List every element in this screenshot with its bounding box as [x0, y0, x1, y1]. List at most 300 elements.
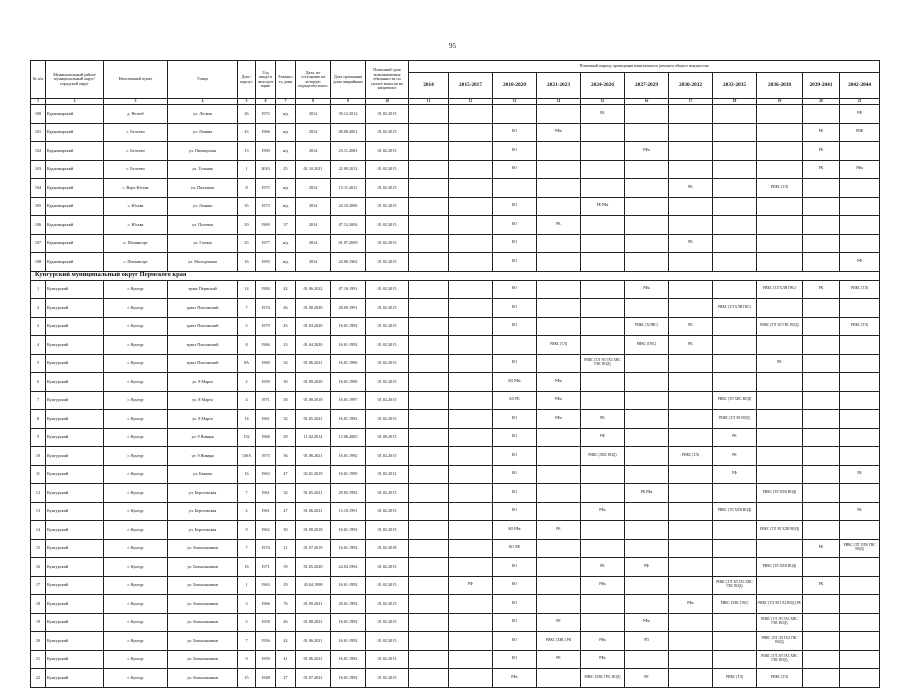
work-cell	[625, 521, 669, 540]
header-period: 2027-2029	[625, 73, 669, 99]
work-cell	[757, 576, 803, 595]
table-body	[31, 105, 880, 688]
work-cell	[669, 160, 713, 179]
header-column-number: 12	[449, 99, 493, 105]
locality-cell: с. Белоево	[104, 160, 168, 179]
row-number: 15	[31, 539, 46, 558]
house-cell: 5	[238, 613, 256, 632]
work-cell	[840, 632, 880, 651]
date-emergency-cell: 16.01.1992	[331, 447, 366, 466]
date-emergency-cell: 16.01.1992	[331, 576, 366, 595]
date-emergency-cell: 25.11.2003	[331, 142, 366, 161]
district-cell: Кунгурский	[46, 650, 104, 669]
work-cell	[840, 447, 880, 466]
work-cell	[581, 299, 625, 318]
work-cell	[625, 123, 669, 142]
work-cell	[757, 447, 803, 466]
house-cell: 16	[238, 253, 256, 272]
year-cell: 1958	[256, 613, 276, 632]
table-row	[31, 558, 880, 577]
work-cell	[840, 391, 880, 410]
work-cell	[713, 179, 757, 198]
row-number: 20	[31, 632, 46, 651]
year-cell: 1979	[256, 317, 276, 336]
date-condition-cell: 02.01.2019	[296, 465, 331, 484]
work-cell	[409, 632, 449, 651]
work-cell	[713, 650, 757, 669]
work-cell: РИКС (ТЛ ЭЛ ГАЗ ХВС ГВС ВОД)	[713, 576, 757, 595]
table-row	[31, 484, 880, 503]
row-number: 107	[31, 234, 46, 253]
year-cell: 1975	[256, 179, 276, 198]
work-cell	[840, 216, 880, 235]
floors-cell: 29	[276, 576, 296, 595]
table-row	[31, 410, 880, 429]
work-cell	[493, 179, 537, 198]
work-cell: РК	[840, 465, 880, 484]
table-row	[31, 539, 880, 558]
work-cell	[409, 521, 449, 540]
header-column-number: 3	[104, 99, 168, 105]
work-cell: РФк	[669, 595, 713, 614]
work-cell	[757, 299, 803, 318]
table-row	[31, 234, 880, 253]
work-cell	[803, 197, 840, 216]
work-cell	[757, 234, 803, 253]
locality-cell: г. Кунгур	[104, 391, 168, 410]
work-cell	[713, 197, 757, 216]
period-note-cell: 01.02.2015	[366, 558, 409, 577]
house-cell: 43	[238, 123, 256, 142]
district-cell: Кудымкарский	[46, 234, 104, 253]
work-cell	[840, 197, 880, 216]
work-cell: РП	[625, 632, 669, 651]
district-cell: Кунгурский	[46, 632, 104, 651]
street-cell: ул. Полевая	[168, 216, 238, 235]
district-cell: Кудымкарский	[46, 253, 104, 272]
district-cell: Кунгурский	[46, 373, 104, 392]
date-condition-cell: 01.08.2020	[296, 299, 331, 318]
work-cell	[840, 650, 880, 669]
row-number: 10	[31, 447, 46, 466]
work-cell: КО РК	[493, 391, 537, 410]
work-cell	[409, 197, 449, 216]
district-cell: Кунгурский	[46, 539, 104, 558]
date-emergency-cell: 16.01.1992	[331, 410, 366, 429]
house-cell: 3	[238, 595, 256, 614]
house-cell: 9	[238, 650, 256, 669]
work-cell	[625, 447, 669, 466]
work-cell: КО	[493, 299, 537, 318]
work-cell: РК	[803, 142, 840, 161]
work-cell	[581, 373, 625, 392]
row-number: 9	[31, 428, 46, 447]
work-cell	[803, 317, 840, 336]
floors-cell: 29	[276, 428, 296, 447]
work-cell	[449, 299, 493, 318]
date-condition-cell: 01.04.2020	[296, 317, 331, 336]
table-row	[31, 521, 880, 540]
header-column-number: 6	[256, 99, 276, 105]
row-number: 6	[31, 373, 46, 392]
work-cell	[625, 105, 669, 124]
floors-cell: 21	[276, 539, 296, 558]
work-cell	[449, 234, 493, 253]
floors-cell: 39	[276, 558, 296, 577]
capital-repair-table	[30, 60, 880, 688]
work-cell: РФ	[449, 576, 493, 595]
period-note-cell: 01.02.2015	[366, 253, 409, 272]
work-cell	[581, 142, 625, 161]
district-cell: Кудымкарский	[46, 179, 104, 198]
work-cell: РИКС (ТЛ ХЛВ ВОД)	[713, 502, 757, 521]
work-cell	[581, 465, 625, 484]
street-cell: ул. Бахчальников	[168, 632, 238, 651]
work-cell: РИКС (ТЛ)	[757, 669, 803, 688]
district-cell: Кудымкарский	[46, 142, 104, 161]
locality-cell: с. Пешнигорт	[104, 253, 168, 272]
work-cell: КО	[493, 142, 537, 161]
house-cell: 8А	[238, 354, 256, 373]
work-cell	[669, 576, 713, 595]
work-cell	[493, 336, 537, 355]
row-number: 16	[31, 558, 46, 577]
header-street: Улица	[168, 61, 238, 99]
work-cell	[757, 142, 803, 161]
period-note-cell: 01.02.2015	[366, 179, 409, 198]
work-cell	[409, 428, 449, 447]
district-cell: Кудымкарский	[46, 160, 104, 179]
work-cell: РК	[669, 234, 713, 253]
header-period: 2024-2026	[581, 73, 625, 99]
period-note-cell: 01.02.2015	[366, 336, 409, 355]
locality-cell: г. Кунгур	[104, 428, 168, 447]
house-cell: 2	[238, 373, 256, 392]
work-cell: РК	[803, 160, 840, 179]
header-planned-group: Плановый период проведения капитального ремонта общего имущества	[409, 61, 880, 73]
page-number: 95	[449, 42, 456, 50]
work-cell	[581, 521, 625, 540]
street-cell: ул. Ленина	[168, 123, 238, 142]
house-cell: 7	[238, 539, 256, 558]
year-cell: 1966	[256, 428, 276, 447]
house-cell: 1	[238, 576, 256, 595]
date-condition-cell: 20.04.1998	[296, 576, 331, 595]
district-cell: Кудымкарский	[46, 123, 104, 142]
work-cell	[803, 234, 840, 253]
locality-cell: г. Кунгур	[104, 632, 168, 651]
work-cell	[840, 299, 880, 318]
period-note-cell: 01.02.2015	[366, 197, 409, 216]
work-cell	[840, 595, 880, 614]
work-cell: РИКС (ГВС)	[625, 336, 669, 355]
work-cell	[449, 502, 493, 521]
work-cell	[581, 484, 625, 503]
year-cell: 1972	[256, 105, 276, 124]
work-cell	[449, 160, 493, 179]
work-cell	[713, 317, 757, 336]
street-cell: ул. Молодежная	[168, 253, 238, 272]
table-row	[31, 280, 880, 299]
street-cell: ул. Гагина	[168, 234, 238, 253]
work-cell	[625, 595, 669, 614]
work-cell: РИКС (ТЛ)	[537, 336, 581, 355]
header-column-number: 11	[409, 99, 449, 105]
date-condition-cell: 01.06.2021	[296, 447, 331, 466]
date-condition-cell: 01.08.2018	[296, 391, 331, 410]
house-cell: 14	[238, 410, 256, 429]
work-cell: КО	[493, 410, 537, 429]
work-cell	[625, 650, 669, 669]
work-cell: РИКС (ТЛ ХЛВ ГВС ВОД)	[840, 539, 880, 558]
floors-cell: 47	[276, 465, 296, 484]
work-cell: РК	[803, 539, 840, 558]
work-cell	[409, 317, 449, 336]
work-cell: РИКС (ХЛВС)	[625, 317, 669, 336]
period-note-cell: 01.02.2015	[366, 669, 409, 688]
work-cell: РИКС (ХВС ГВС ВОД)	[581, 669, 625, 688]
work-cell	[840, 179, 880, 198]
row-number: 105	[31, 197, 46, 216]
row-number: 5	[31, 354, 46, 373]
house-cell: 156А	[238, 447, 256, 466]
work-cell	[840, 428, 880, 447]
work-cell	[409, 179, 449, 198]
house-cell: 35	[238, 197, 256, 216]
header-column-number: 21	[840, 99, 880, 105]
work-cell: РФ	[840, 253, 880, 272]
work-cell: КО	[493, 632, 537, 651]
floors-cell: 42	[276, 632, 296, 651]
work-cell	[537, 484, 581, 503]
district-cell: Кунгурский	[46, 336, 104, 355]
date-emergency-cell: 24.06.1962	[331, 253, 366, 272]
work-cell: РК	[669, 317, 713, 336]
period-note-cell: 01.02.2015	[366, 391, 409, 410]
work-cell	[669, 669, 713, 688]
work-cell	[713, 373, 757, 392]
date-condition-cell: 01.07.2021	[296, 669, 331, 688]
work-cell	[581, 123, 625, 142]
date-emergency-cell: 16.01.1990	[331, 465, 366, 484]
table-row	[31, 105, 880, 124]
street-cell: ул. Бахчальников	[168, 539, 238, 558]
work-cell	[449, 632, 493, 651]
street-cell: ул. Бахчальников	[168, 669, 238, 688]
work-cell	[625, 234, 669, 253]
work-cell: РК	[840, 502, 880, 521]
work-cell	[803, 391, 840, 410]
house-cell: 15	[238, 669, 256, 688]
period-note-cell: 01.02.2015	[366, 123, 409, 142]
work-cell	[669, 142, 713, 161]
date-emergency-cell: 15.10.1991	[331, 502, 366, 521]
table-row	[31, 123, 880, 142]
district-cell: Кудымкарский	[46, 197, 104, 216]
work-cell	[409, 299, 449, 318]
year-cell: 1974	[256, 539, 276, 558]
work-cell	[625, 179, 669, 198]
street-cell: тракт Пльтанский	[168, 354, 238, 373]
work-cell	[840, 613, 880, 632]
work-cell	[713, 105, 757, 124]
district-cell: Кунгурский	[46, 299, 104, 318]
work-cell	[409, 234, 449, 253]
house-cell: 7	[238, 632, 256, 651]
house-cell: 14	[238, 280, 256, 299]
work-cell	[449, 558, 493, 577]
work-cell	[493, 105, 537, 124]
floors-cell: 46	[276, 613, 296, 632]
header-column-number: 1	[31, 99, 46, 105]
floors-cell: н/д	[276, 142, 296, 161]
work-cell: РФк	[493, 669, 537, 688]
locality-cell: г. Кунгур	[104, 539, 168, 558]
work-cell	[449, 391, 493, 410]
period-note-cell: 01.02.2015	[366, 484, 409, 503]
street-cell: тракт Пермский	[168, 280, 238, 299]
year-cell: 1966	[256, 336, 276, 355]
work-cell	[409, 502, 449, 521]
work-cell	[449, 669, 493, 688]
work-cell	[625, 253, 669, 272]
work-cell	[713, 632, 757, 651]
street-cell: ул. Пихтовая	[168, 179, 238, 198]
work-cell	[409, 280, 449, 299]
work-cell	[537, 299, 581, 318]
street-cell: ул. Бахчальников	[168, 650, 238, 669]
work-cell	[409, 391, 449, 410]
locality-cell: г. Кунгур	[104, 280, 168, 299]
year-cell: 1969	[256, 354, 276, 373]
work-cell	[803, 502, 840, 521]
work-cell	[803, 558, 840, 577]
work-cell	[409, 613, 449, 632]
period-note-cell: 01.02.2015	[366, 280, 409, 299]
date-condition-cell: 01.05.2021	[296, 410, 331, 429]
work-cell	[669, 216, 713, 235]
table-row	[31, 613, 880, 632]
work-cell: РФк	[625, 280, 669, 299]
work-cell	[449, 123, 493, 142]
work-cell	[757, 123, 803, 142]
house-cell: 25	[238, 234, 256, 253]
locality-cell: д. Нелюб	[104, 105, 168, 124]
header-column-number: 20	[803, 99, 840, 105]
date-emergency-cell: 16.01.1990	[331, 373, 366, 392]
table-row	[31, 669, 880, 688]
locality-cell: с. Верх-Юсьва	[104, 179, 168, 198]
work-cell	[449, 280, 493, 299]
work-cell: КО	[493, 317, 537, 336]
locality-cell: г. Кунгур	[104, 317, 168, 336]
work-cell	[669, 502, 713, 521]
period-note-cell: 01.02.2018	[366, 539, 409, 558]
house-cell: 152	[238, 428, 256, 447]
date-emergency-cell: 13.06.2005	[331, 428, 366, 447]
floors-cell: 23	[276, 336, 296, 355]
work-cell	[537, 105, 581, 124]
date-condition-cell: 01.06.2021	[296, 502, 331, 521]
work-cell	[449, 179, 493, 198]
work-cell: РФк	[581, 576, 625, 595]
header-column-number: 9	[331, 99, 366, 105]
row-number: 3	[31, 317, 46, 336]
row-number: 19	[31, 613, 46, 632]
table-row	[31, 428, 880, 447]
row-number: 17	[31, 576, 46, 595]
locality-cell: с. Белоево	[104, 142, 168, 161]
header-locality: Населенный пункт	[104, 61, 168, 99]
work-cell: РФк	[625, 613, 669, 632]
year-cell: 1961	[256, 484, 276, 503]
date-condition-cell: 2014	[296, 253, 331, 272]
work-cell	[713, 484, 757, 503]
table-row	[31, 650, 880, 669]
table-row	[31, 253, 880, 272]
table-row	[31, 595, 880, 614]
work-cell: КО РФк	[493, 521, 537, 540]
year-cell: 1974	[256, 299, 276, 318]
date-emergency-cell: 20.01.1992	[331, 595, 366, 614]
date-emergency-cell: 16.01.1992	[331, 632, 366, 651]
street-cell: ул. Березовская	[168, 484, 238, 503]
table-row	[31, 391, 880, 410]
work-cell: РФ	[840, 105, 880, 124]
district-cell: Кунгурский	[46, 317, 104, 336]
district-cell: Кунгурский	[46, 595, 104, 614]
work-cell: РК	[713, 428, 757, 447]
floors-cell: 27	[276, 502, 296, 521]
work-cell	[409, 465, 449, 484]
year-cell: 2010	[256, 160, 276, 179]
work-cell: РИКС (ТЛ ЭЛ ГАЗ ХВС ГВС ВОД)	[757, 650, 803, 669]
floors-cell: 27	[276, 669, 296, 688]
work-cell	[537, 253, 581, 272]
period-note-cell: 01.02.2015	[366, 410, 409, 429]
row-number: 12	[31, 484, 46, 503]
header-year: Год ввода в эксплуатацию	[256, 61, 276, 99]
year-cell: 1961	[256, 502, 276, 521]
period-note-cell: 01.02.2015	[366, 595, 409, 614]
work-cell	[840, 410, 880, 429]
work-cell	[713, 280, 757, 299]
work-cell: РФ	[625, 558, 669, 577]
work-cell: РФк	[625, 142, 669, 161]
work-cell	[840, 484, 880, 503]
work-cell	[409, 539, 449, 558]
locality-cell: с. Белоево	[104, 123, 168, 142]
district-cell: Кунгурский	[46, 576, 104, 595]
work-cell: РК	[803, 123, 840, 142]
work-cell	[409, 336, 449, 355]
row-number: 108	[31, 253, 46, 272]
work-cell	[449, 336, 493, 355]
work-cell	[713, 354, 757, 373]
work-cell: РФк	[581, 650, 625, 669]
district-cell: Кунгурский	[46, 354, 104, 373]
work-cell	[449, 521, 493, 540]
table-row	[31, 465, 880, 484]
locality-cell: г. Кунгур	[104, 447, 168, 466]
year-cell: 1977	[256, 234, 276, 253]
work-cell: РФк	[537, 410, 581, 429]
work-cell	[581, 613, 625, 632]
work-cell	[409, 123, 449, 142]
row-number: 18	[31, 595, 46, 614]
table-row	[31, 336, 880, 355]
work-cell	[449, 447, 493, 466]
